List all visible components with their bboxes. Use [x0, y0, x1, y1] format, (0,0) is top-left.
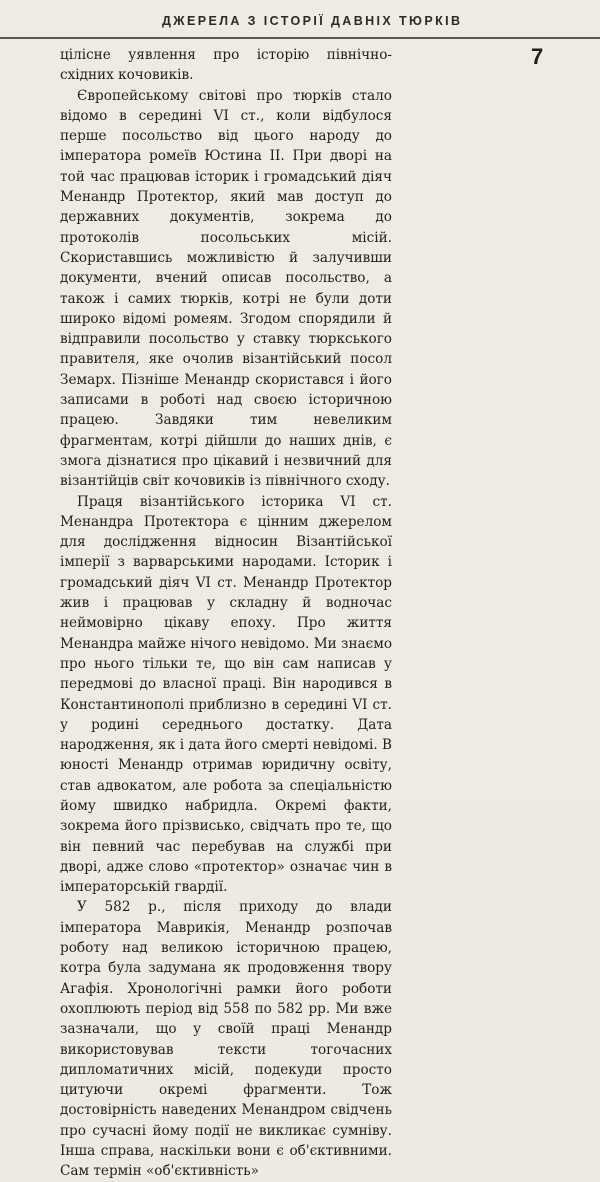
paragraph: Європейському світові про тюрків стало відомо в середині VI ст., коли відбулося перше посольство від цього народу до імператора ромеїв Юстина II. При дворі на той час працював історик і громадський діяч Менандр Протектор, який мав доступ до державних документів, зокрема до протоколів посольських місій. Скориставшись можливістю й залучивши документи, вчений описав посольство, а також і самих тюрків, котрі не були доти широко відомі ромеям. Згодом спорядили й відправили посольство у ставку тюркського правителя, яке очолив візантійський посол Земарх. Пізніше Менандр скористався і його записами в роботі над своєю історичною працею. Завдяки тим невеликим фрагментам, котрі дійшли до наших днів, є змога дізнатися про цікавий і незвичний для візантійців світ кочовиків із північного сходу. — [60, 87, 392, 490]
paragraph-continuation: цілісне уявлення про історію північно-східних кочовиків. — [60, 47, 392, 84]
running-header: ДЖЕРЕЛА З ІСТОРІЇ ДАВНІХ ТЮРКІВ — [162, 14, 463, 28]
page-number: 7 — [531, 44, 544, 69]
body-text — [60, 45, 392, 1182]
header-rule — [0, 37, 600, 39]
paragraph: Праця візантійського історика VI ст. Менандра Протектора є цінним джерелом для дослідження відносин Візантійської імперії з варварськими народами. Історик і громадський діяч VI ст. Менандр Протектор жив і працював у складну й водночас неймовірно цікаву епоху. Про життя Менандра майже нічого невідомо. Ми знаємо про нього тільки те, що він сам написав у передмові до власної праці. Він народився в Константинополі приблизно в середині VI ст. у родині середнього достатку. Дата народження, як і дата його смерті невідомі. В юності Менандр отримав юридичну освіту, став адвокатом, але робота за спеціальністю йому швидко набридла. Окремі факти, зокрема його прізвисько, свідчать про те, що він певний час перебував на службі при дворі, адже слово «протектор» означає чин в імператорській гвардії. — [60, 493, 392, 896]
paragraph: У 582 р., після приходу до влади імператора Маврикія, Менандр розпочав роботу над великою історичною працею, котра була задумана як продовження твору Агафія. Хронологічні рамки його роботи охоплюють період від 558 по 582 рр. Ми вже зазначали, що у своїй праці Менандр використовував тексти тогочасних дипломатичних місій, подекуди просто цитуючи окремі фрагменти. Тож достовірність наведених Менандром свідчень про сучасні йому події не викликає сумніву. Інша справа, наскільки вони є об'єктивними. Сам термін «об'єктивність» — [60, 899, 392, 1180]
